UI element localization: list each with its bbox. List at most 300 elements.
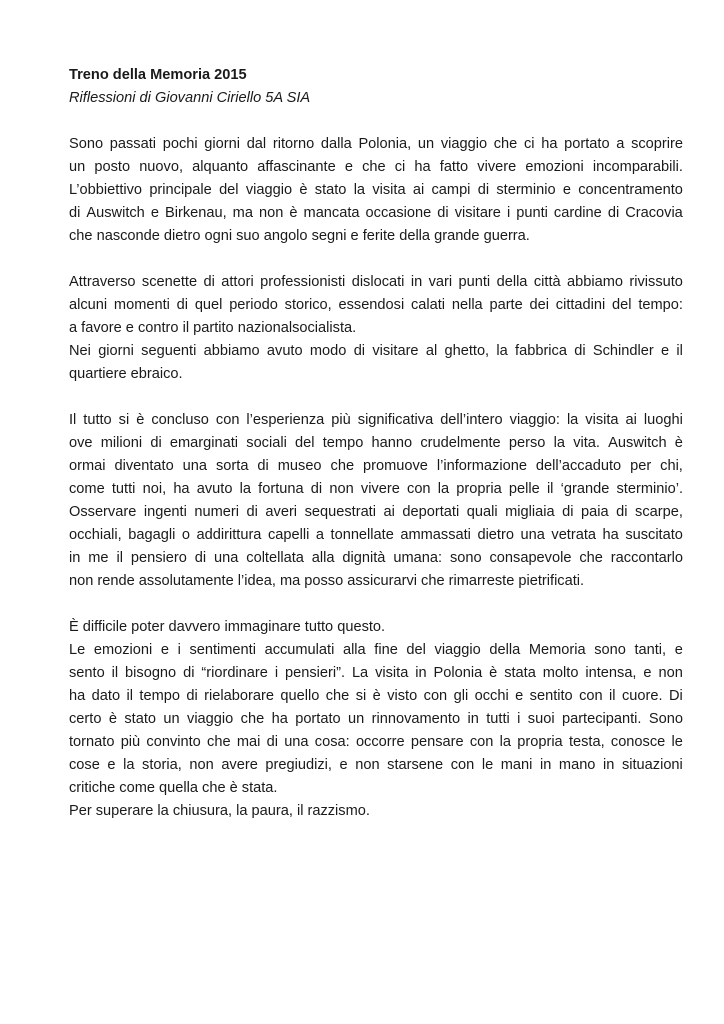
word: in [415, 665, 427, 681]
word: punti [458, 274, 491, 290]
word: quali [466, 504, 498, 520]
word: la [499, 734, 511, 750]
word: principale [149, 182, 212, 198]
word: pensieri”. [284, 665, 346, 681]
word: ghetto, [444, 343, 490, 359]
word: alquanto [192, 159, 249, 175]
word: emozioni [93, 642, 153, 658]
word: L’obbiettivo [69, 182, 143, 198]
word: avere [221, 757, 258, 773]
word: dislocati [351, 274, 405, 290]
word: portato [295, 711, 341, 727]
word: modo [309, 343, 347, 359]
word: deportati [402, 504, 460, 520]
word: Auswitch [86, 205, 145, 221]
word: le [671, 734, 683, 750]
word: chi, [660, 458, 683, 474]
paragraph-krakow-visit [69, 271, 683, 386]
word: crudelmente [420, 435, 501, 451]
word: rivissuto [629, 274, 683, 290]
word: non [189, 757, 214, 773]
word: viaggio [245, 182, 293, 198]
word: Polonia, [358, 136, 412, 152]
text-line: che nasconde dietro ogni suo angolo segni e ferite della grande guerra. [69, 228, 530, 244]
word: a [315, 527, 324, 543]
word: ai [412, 182, 425, 198]
word: fabbrica [515, 343, 567, 359]
word: tonnellate [330, 527, 394, 543]
word: ‘grande [560, 481, 610, 497]
text-line [69, 547, 683, 570]
word: raccontarlo [610, 550, 683, 566]
text-line [69, 478, 683, 501]
word: perso [508, 435, 546, 451]
word: alla [342, 642, 366, 658]
word: posto [94, 159, 131, 175]
word: vita. [573, 435, 600, 451]
text-line [69, 455, 683, 478]
word: di [437, 205, 449, 221]
word: la [353, 182, 366, 198]
word: me [88, 550, 109, 566]
word: visitare [454, 205, 501, 221]
word: i [177, 642, 181, 658]
word: un [69, 159, 86, 175]
word: storia, [142, 757, 182, 773]
word: è [289, 205, 298, 221]
word: città [533, 274, 561, 290]
word: sterminio’. [616, 481, 683, 497]
word: è [136, 412, 145, 428]
word: tempo [322, 435, 364, 451]
word: milioni [100, 435, 143, 451]
word: il [609, 688, 616, 704]
word: dell’intero [440, 412, 503, 428]
word: avuto [266, 343, 303, 359]
word: di [266, 734, 278, 750]
word: intensa, [585, 665, 637, 681]
word: Le [69, 642, 86, 658]
word: significativa [357, 412, 434, 428]
word: propria [517, 734, 563, 750]
word: Sono [69, 136, 104, 152]
word: pelle [508, 481, 540, 497]
word: suscitato [625, 527, 683, 543]
word: giorni [98, 343, 134, 359]
word: una [284, 734, 309, 750]
word: dell’accaduto [535, 458, 622, 474]
word: tanti, [634, 642, 667, 658]
word: un [417, 136, 435, 152]
word: abbiamo [203, 343, 260, 359]
word: di [183, 665, 195, 681]
word: e [339, 757, 348, 773]
text-line: a favore e contro il partito nazionalsocialista. [69, 320, 357, 336]
word: occorre [355, 734, 405, 750]
word: più [120, 734, 141, 750]
word: di [607, 205, 620, 221]
word: di [477, 182, 490, 198]
word: fortuna [258, 481, 304, 497]
paragraph-auschwitz-experience [69, 409, 683, 593]
word: e [150, 205, 159, 221]
word: cose [69, 757, 100, 773]
word: Il [69, 412, 77, 428]
word: sono [594, 642, 626, 658]
word: scarpe, [635, 504, 683, 520]
word: la [553, 435, 565, 451]
word: del [612, 297, 632, 313]
text-line [69, 685, 683, 708]
word: propria [456, 481, 502, 497]
word: dietro [477, 527, 514, 543]
document-page [69, 64, 683, 823]
word: ma [232, 205, 253, 221]
word: ha [602, 527, 619, 543]
word: tempo: [638, 297, 683, 313]
word: testa, [568, 734, 605, 750]
word: il [111, 665, 119, 681]
text-line: non rende assolutamente l’idea, ma posso assicurarvi che rimarreste pietrificati. [69, 573, 585, 589]
word: ha [69, 688, 86, 704]
word: numeri [194, 504, 239, 520]
word: visto [387, 688, 418, 704]
word: partecipanti. [561, 711, 642, 727]
word: e [661, 343, 670, 359]
word: Attraverso [69, 274, 136, 290]
word: e [160, 642, 169, 658]
word: cardine [553, 205, 602, 221]
word: ha [271, 711, 288, 727]
text-line [69, 179, 683, 202]
paragraph-spacer [69, 593, 683, 616]
word: la [566, 412, 579, 428]
word: suoi [527, 711, 555, 727]
word: sento [69, 665, 105, 681]
word: con [407, 481, 431, 497]
word: che [325, 688, 350, 704]
word: più [331, 412, 351, 428]
word: i [274, 665, 279, 681]
word: sentito [529, 688, 573, 704]
word: di [69, 205, 81, 221]
word: coltellata [246, 550, 304, 566]
word: passati [109, 136, 157, 152]
word: viaggio [434, 642, 481, 658]
word: della [489, 642, 521, 658]
word: periodo [229, 297, 278, 313]
word: con [450, 757, 475, 773]
text-line [69, 432, 683, 455]
word: accumulati [264, 642, 335, 658]
word: tutto [83, 412, 112, 428]
word: ammassati [400, 527, 471, 543]
text-line [69, 524, 683, 547]
word: sociali [246, 435, 287, 451]
word: quello [280, 688, 320, 704]
word: che [207, 734, 231, 750]
word: bisogno [125, 665, 177, 681]
text-line [69, 294, 683, 317]
text-line [69, 754, 683, 777]
word: non [329, 481, 354, 497]
word: di [574, 343, 586, 359]
word: del [406, 642, 426, 658]
word: di [562, 504, 574, 520]
word: ai [383, 504, 395, 520]
word: concluso [151, 412, 209, 428]
word: nuovo, [139, 159, 184, 175]
word: consapevole [489, 550, 572, 566]
word: Memoria [528, 642, 586, 658]
word: sentimenti [189, 642, 256, 658]
text-line [69, 708, 683, 731]
word: rinnovamento [371, 711, 461, 727]
word: viaggio [440, 136, 488, 152]
word: del [295, 435, 315, 451]
word: con [469, 734, 494, 750]
word: ha [173, 481, 190, 497]
text-line [69, 662, 683, 685]
word: emozioni [525, 159, 584, 175]
text-line [69, 409, 683, 432]
word: vivere [360, 481, 400, 497]
word: scoprire [631, 136, 683, 152]
word: di [150, 435, 162, 451]
word: molto [542, 665, 579, 681]
text-line [69, 340, 683, 363]
word: ci [394, 159, 406, 175]
word: affascinante [257, 159, 336, 175]
word: ha [414, 159, 431, 175]
word: una [214, 550, 239, 566]
word: la [437, 481, 450, 497]
word: con [579, 688, 603, 704]
word: fine [374, 642, 398, 658]
text-line: critiche come quella che è stata. [69, 780, 278, 796]
word: di [257, 458, 269, 474]
paragraph-return-from-poland [69, 133, 683, 248]
word: dignità [342, 550, 386, 566]
word: si [118, 412, 130, 428]
text-line: È difficile poter davvero immaginare tutto questo. [69, 619, 386, 635]
word: promuove [363, 458, 428, 474]
word: la [239, 481, 251, 497]
word: Schindler [592, 343, 654, 359]
word: un [163, 711, 180, 727]
word: visita [585, 412, 619, 428]
word: pochi [162, 136, 198, 152]
word: gli [453, 688, 469, 704]
word: starsene [387, 757, 444, 773]
word: seguenti [141, 343, 197, 359]
word: si [355, 688, 367, 704]
word: certo [69, 711, 102, 727]
word: di [616, 504, 628, 520]
word: mano [558, 757, 596, 773]
word: che [493, 136, 518, 152]
word: in [603, 757, 615, 773]
word: sorta [216, 458, 249, 474]
word: Cracovia [625, 205, 683, 221]
word: stato [124, 711, 156, 727]
word: tempo [139, 688, 180, 704]
word: in [69, 550, 81, 566]
text-line [69, 133, 683, 156]
word: professionisti [260, 274, 346, 290]
word: conosce [610, 734, 666, 750]
word: vivere [477, 159, 517, 175]
word: che [240, 711, 265, 727]
word: attori [221, 274, 254, 290]
text-line [69, 501, 683, 524]
document-subtitle: Riflessioni di Giovanni Ciriello 5A SIA [69, 90, 311, 106]
word: la [496, 343, 508, 359]
word: Polonia [433, 665, 483, 681]
word: occhi [474, 688, 509, 704]
paragraph-spacer [69, 248, 683, 271]
word: il [116, 550, 123, 566]
word: capelli [267, 527, 310, 543]
text-line [69, 156, 683, 179]
word: e [515, 688, 524, 704]
word: o [181, 527, 190, 543]
word: un [348, 711, 365, 727]
word: di [194, 550, 207, 566]
word: di [176, 297, 189, 313]
word: occasione [365, 205, 432, 221]
word: è [489, 665, 498, 681]
word: è [674, 435, 683, 451]
word: pensiero [130, 550, 187, 566]
word: visita [372, 182, 406, 198]
word: alcuni [69, 297, 108, 313]
word: che [362, 159, 386, 175]
word: della [496, 274, 528, 290]
word: è [372, 688, 381, 704]
word: mancata [303, 205, 360, 221]
word: fatto [439, 159, 469, 175]
word: l’informazione [436, 458, 527, 474]
word: una [182, 458, 208, 474]
paragraph-spacer [69, 386, 683, 409]
word: e [562, 182, 571, 198]
word: viaggio: [509, 412, 560, 428]
word: scenette [141, 274, 198, 290]
word: abbiamo [567, 274, 623, 290]
word: stato [314, 182, 347, 198]
word: dei [529, 297, 549, 313]
word: calati [410, 297, 446, 313]
word: dalla [320, 136, 352, 152]
text-line: Per superare la chiusura, la paura, il razzismo. [69, 803, 370, 819]
word: non [658, 665, 683, 681]
word: che [579, 550, 603, 566]
word: il [546, 481, 554, 497]
word: Auswitch [608, 435, 667, 451]
word: sono [449, 550, 482, 566]
text-line [69, 202, 683, 225]
word: del [219, 182, 239, 198]
word: paia [581, 504, 609, 520]
word: bagagli [128, 527, 176, 543]
word: viaggio [187, 711, 234, 727]
word: La [351, 665, 369, 681]
word: Osservare [69, 504, 137, 520]
word: ci [523, 136, 535, 152]
paragraph-reflections [69, 616, 683, 823]
text-line: quartiere ebraico. [69, 366, 183, 382]
word: di [186, 688, 198, 704]
word: avuto [196, 481, 233, 497]
word: quel [194, 297, 223, 313]
word: e [643, 665, 652, 681]
word: umana: [393, 550, 443, 566]
word: tornato [69, 734, 115, 750]
word: situazioni [621, 757, 683, 773]
word: luoghi [643, 412, 683, 428]
word: vari [428, 274, 453, 290]
text-line [69, 271, 683, 294]
word: in [410, 274, 423, 290]
word: con [423, 688, 448, 704]
word: hanno [371, 435, 413, 451]
word: di [246, 504, 258, 520]
word: con [215, 412, 240, 428]
word: ormai [69, 458, 106, 474]
word: pensare [410, 734, 464, 750]
word: dato [91, 688, 121, 704]
word: e [107, 757, 116, 773]
word: di [310, 481, 323, 497]
word: Di [668, 688, 683, 704]
word: a [616, 136, 625, 152]
word: incomparabili. [592, 159, 683, 175]
word: occhiali, [69, 527, 122, 543]
word: visita [375, 665, 409, 681]
word: essendosi [338, 297, 405, 313]
word: campi [431, 182, 471, 198]
word: ai [625, 412, 637, 428]
word: il [126, 688, 133, 704]
word: ritorno [272, 136, 315, 152]
word: convinto [146, 734, 201, 750]
word: l’esperienza [246, 412, 325, 428]
word: tutti [111, 481, 136, 497]
word: di [203, 274, 215, 290]
word: sequestrati [304, 504, 376, 520]
word: addirittura [196, 527, 262, 543]
word: e [344, 159, 353, 175]
word: museo [277, 458, 322, 474]
word: concentramento [578, 182, 683, 198]
word: tutti [486, 711, 510, 727]
word: una [520, 527, 545, 543]
word: punti [516, 205, 548, 221]
word: mai [236, 734, 261, 750]
word: emarginati [169, 435, 239, 451]
word: alla [311, 550, 335, 566]
word: è [108, 711, 117, 727]
document-title: Treno della Memoria 2015 [69, 67, 247, 83]
word: giorni [204, 136, 240, 152]
word: pregiudizi, [265, 757, 332, 773]
word: nella [451, 297, 483, 313]
word: cosa: [314, 734, 350, 750]
word: dal [246, 136, 267, 152]
word: le [481, 757, 494, 773]
word: visitare [372, 343, 419, 359]
